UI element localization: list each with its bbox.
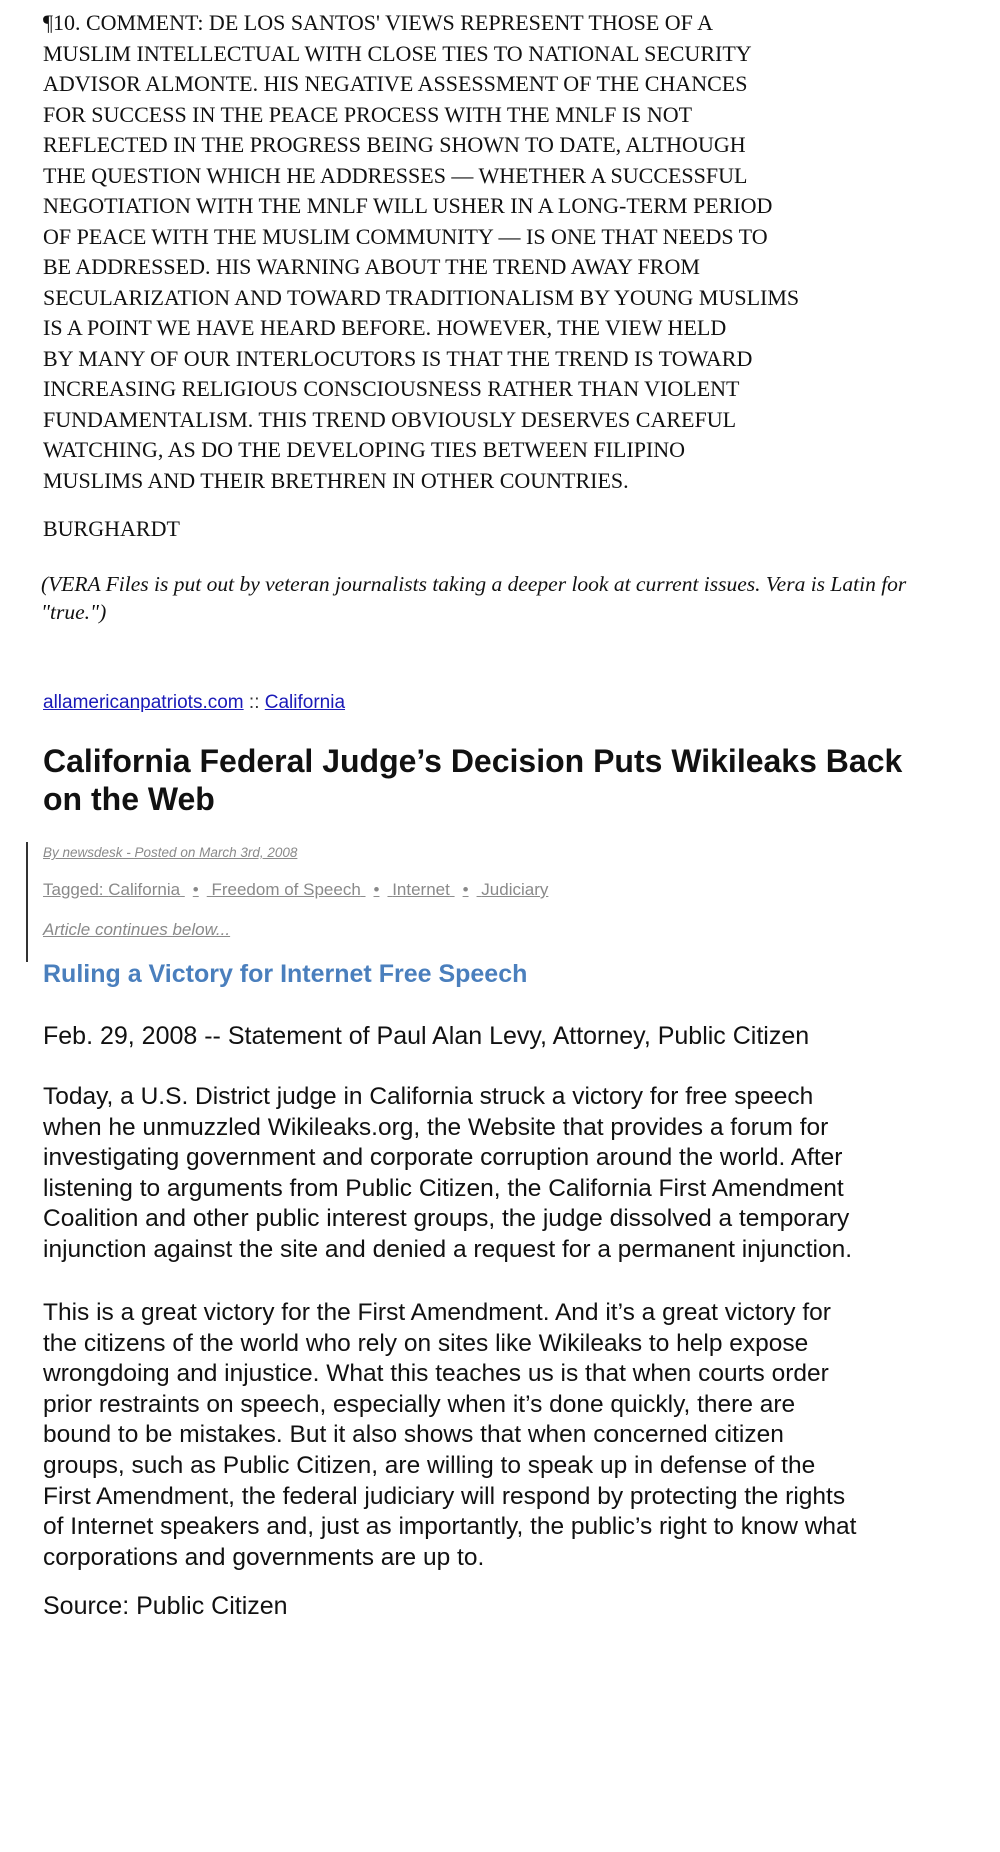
cable-line: INCREASING RELIGIOUS CONSCIOUSNESS RATHER THAN VIOLENT bbox=[43, 376, 740, 401]
breadcrumb bbox=[43, 692, 345, 714]
article-paragraph-1 bbox=[43, 1082, 963, 1266]
cable-line: NEGOTIATION WITH THE MNLF WILL USHER IN A LONG-TERM PERIOD bbox=[43, 193, 773, 218]
cable-line: BE ADDRESSED. HIS WARNING ABOUT THE TREND AWAY FROM bbox=[43, 254, 700, 279]
paragraph-line: First Amendment, the federal judiciary will respond by protecting the rights bbox=[43, 1482, 846, 1510]
paragraph-line: prior restraints on speech, especially when it’s done quickly, there are bbox=[43, 1390, 796, 1418]
tag-separator: • bbox=[373, 880, 380, 899]
breadcrumb-site-link[interactable]: allamericanpatriots.com bbox=[43, 692, 244, 713]
paragraph-line: groups, such as Public Citizen, are willing to speak up in defense of the bbox=[43, 1451, 816, 1479]
paragraph-line: Today, a U.S. District judge in California struck a victory for free speech bbox=[43, 1083, 814, 1110]
vera-files-note: (VERA Files is put out by veteran journalists taking a deeper look at current issues. Vera is Latin for "true.") bbox=[41, 572, 907, 624]
article-subhead: Ruling a Victory for Internet Free Speech bbox=[43, 960, 528, 988]
cable-line: MUSLIMS AND THEIR BRETHREN IN OTHER COUNTRIES. bbox=[43, 467, 629, 493]
cable-line: FOR SUCCESS IN THE PEACE PROCESS WITH THE MNLF IS NOT bbox=[43, 101, 693, 127]
article-source: Source: Public Citizen bbox=[43, 1592, 288, 1620]
cable-line: THE QUESTION WHICH HE ADDRESSES — WHETHER A SUCCESSFUL bbox=[43, 162, 748, 188]
article-paragraph-2 bbox=[43, 1298, 963, 1573]
paragraph-line: injunction against the site and denied a request for a permanent injunction. bbox=[43, 1235, 853, 1263]
cable-line: OF PEACE WITH THE MUSLIM COMMUNITY — IS ONE THAT NEEDS TO bbox=[43, 223, 768, 249]
cable-line: MUSLIM INTELLECTUAL WITH CLOSE TIES TO NATIONAL SECURITY bbox=[43, 40, 752, 66]
paragraph-line: listening to arguments from Public Citizen, the California First Amendment bbox=[43, 1174, 844, 1202]
cable-line: SECULARIZATION AND TOWARD TRADITIONALISM BY YOUNG MUSLIMS bbox=[43, 284, 800, 310]
paragraph-line: investigating government and corporate corruption around the world. After bbox=[43, 1144, 843, 1172]
paragraph-line: wrongdoing and injustice. What this teaches us is that when courts order bbox=[43, 1360, 829, 1388]
cable-signature: BURGHARDT bbox=[43, 516, 180, 541]
tag-link[interactable]: Freedom of Speech bbox=[211, 880, 361, 899]
article-title: California Federal Judge’s Decision Puts Wikileaks Back on the Web bbox=[43, 743, 903, 817]
article-continues-link[interactable]: Article continues below... bbox=[43, 920, 231, 939]
paragraph-line: This is a great victory for the First Amendment. And it’s a great victory for bbox=[43, 1299, 831, 1326]
cable-line: ADVISOR ALMONTE. HIS NEGATIVE ASSESSMENT OF THE CHANCES bbox=[43, 71, 748, 96]
cable-line: REFLECTED IN THE PROGRESS BEING SHOWN TO DATE, ALTHOUGH bbox=[43, 132, 746, 157]
paragraph-line: Coalition and other public interest groups, the judge dissolved a temporary bbox=[43, 1205, 850, 1233]
cable-line: WATCHING, AS DO THE DEVELOPING TIES BETWEEN FILIPINO bbox=[43, 437, 686, 462]
paragraph-line: when he unmuzzled Wikileaks.org, the Website that provides a forum for bbox=[43, 1113, 829, 1141]
tags-label: Tagged: bbox=[43, 880, 104, 899]
tag-separator: • bbox=[192, 880, 199, 899]
tag-link[interactable]: Judiciary bbox=[481, 880, 549, 899]
tag-link[interactable]: Internet bbox=[392, 880, 450, 899]
breadcrumb-section-link[interactable]: California bbox=[264, 692, 346, 713]
tag-separator: • bbox=[462, 880, 469, 899]
paragraph-line: bound to be mistakes. But it also shows that when concerned citizen bbox=[43, 1421, 784, 1449]
cable-line: FUNDAMENTALISM. THIS TREND OBVIOUSLY DESERVES CAREFUL bbox=[43, 406, 737, 432]
cable-line: BY MANY OF OUR INTERLOCUTORS IS THAT THE TREND IS TOWARD bbox=[43, 345, 753, 371]
statement-line: Feb. 29, 2008 -- Statement of Paul Alan Levy, Attorney, Public Citizen bbox=[43, 1022, 810, 1050]
paragraph-line: the citizens of the world who rely on sites like Wikileaks to help expose bbox=[43, 1329, 809, 1357]
meta-divider-bar bbox=[26, 842, 28, 962]
cable-line: IS A POINT WE HAVE HEARD BEFORE. HOWEVER, THE VIEW HELD bbox=[43, 315, 727, 340]
article-tags bbox=[43, 880, 548, 900]
tag-link[interactable]: California bbox=[108, 880, 181, 899]
cable-line: ¶10. COMMENT: DE LOS SANTOS' VIEWS REPRESENT THOSE OF A bbox=[43, 10, 714, 35]
paragraph-line: of Internet speakers and, just as importantly, the public’s right to know what bbox=[43, 1513, 857, 1541]
breadcrumb-separator: :: bbox=[248, 692, 260, 713]
article-byline[interactable]: By newsdesk - Posted on March 3rd, 2008 bbox=[43, 845, 298, 860]
cable-comment bbox=[43, 8, 943, 496]
paragraph-line: corporations and governments are up to. bbox=[43, 1543, 485, 1571]
